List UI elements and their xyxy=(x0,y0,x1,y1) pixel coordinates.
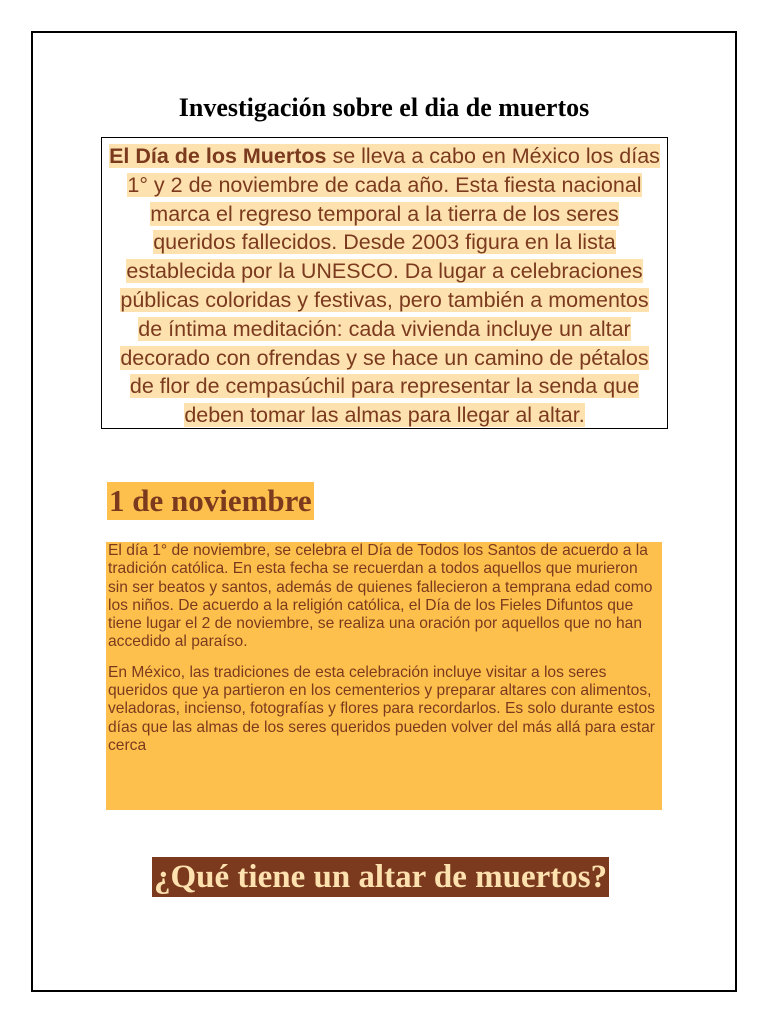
intro-paragraph xyxy=(109,144,660,427)
heading-altar-de-muertos: ¿Qué tiene un altar de muertos? xyxy=(154,859,608,895)
document-title: Investigación sobre el dia de muertos xyxy=(178,93,590,122)
intro-bold-lead: El Día de los Muertos xyxy=(109,144,327,168)
heading-1-de-noviembre: 1 de noviembre xyxy=(109,483,312,518)
noviembre-paragraph-2: En México, las tradiciones de esta celebración incluye visitar a los seres queridos que ya partieron en los cementerios y preparar altares con alimentos, veladoras, incienso, fotografías y flores para recordarlos. Es solo durante estos días que las almas de los seres queridos pueden volver del más allá para estar cerca xyxy=(108,663,655,754)
noviembre-paragraph-1: El día 1° de noviembre, se celebra el Día de Todos los Santos de acuerdo a la tradición católica. En esta fecha se recuerdan a todos aquellos que murieron sin ser beatos y santos, además de quienes fallecieron a temprana edad como los niños. De acuerdo a la religión católica, el Día de los Fieles Difuntos que tiene lugar el 2 de noviembre, se realiza una oración por aquellos que no han accedido al paraíso. xyxy=(108,542,653,651)
noviembre-text-box xyxy=(106,542,662,810)
intro-text-box xyxy=(101,137,668,429)
intro-body-text: se lleva a cabo en México los días 1° y 2 de noviembre de cada año. Esta fiesta nacional marca el regreso temporal a la tierra de los seres queridos fallecidos. Desde 2003 figura en la lista establecida por la UNESCO. Da lugar a celebraciones públicas coloridas y festivas, pero también a momentos de íntima meditación: cada vivienda incluye un altar decorado con ofrendas y se hace un camino de pétalos de flor de cempasúchil para representar la senda que deben tomar las almas para llegar al altar. xyxy=(120,144,660,428)
